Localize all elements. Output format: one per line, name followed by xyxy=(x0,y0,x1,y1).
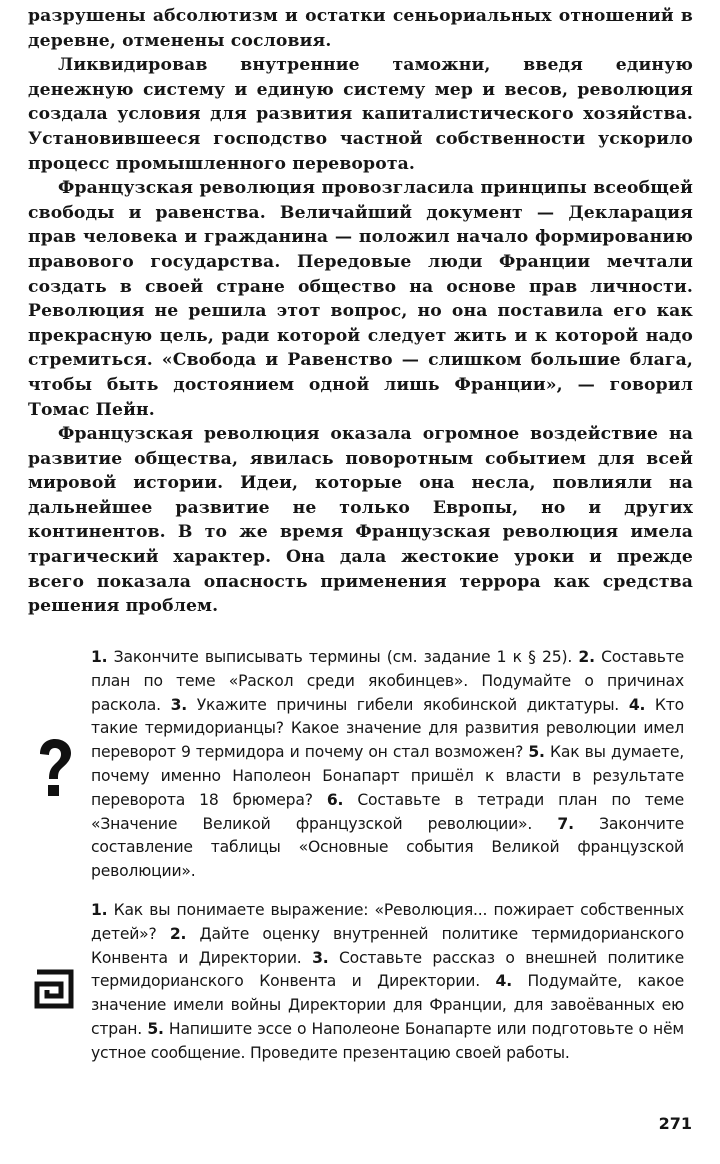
question-item: 2. Составьте план по теме «Раскол среди якобинцев». Подумайте о причинах раскола. xyxy=(91,648,684,714)
question-item: 4. Кто такие термидорианцы? Какое значение для развития революции имел переворот 9 термидора и почему он стал возможен? xyxy=(91,695,685,762)
question-mark-icon xyxy=(33,738,77,800)
questions-text xyxy=(91,646,684,884)
task-item: 3. Составьте рассказ о внешней политике термидорианского Конвента и Директории. xyxy=(91,948,684,991)
question-item: 6. Составьте в тетради план по теме «Значение Великой французской революции». xyxy=(91,790,684,833)
question-item: 5. Как вы думаете, почему именно Наполеон Бонапарт пришёл к власти в результате переворота 18 брюмера? xyxy=(91,743,684,809)
paragraph: Ликвидировав внутренние таможни, введя единую денежную систему и единую систему мер и весов, революция создала условия для развития капиталистического хозяйства. Установившееся господство частной собственности ускорило процесс промышленного переворота. xyxy=(28,55,693,174)
main-text xyxy=(28,4,693,619)
task-item: 5. Напишите эссе о Наполеоне Бонапарте или подготовьте о нём устное сообщение. Проведите презентацию своей работы. xyxy=(91,1019,684,1062)
paragraph: Французская революция оказала огромное воздействие на развитие общества, явилась поворотным событием для всей мировой истории. Идеи, которые она несла, повлияли на дальнейшее развитие не только Европы, но и других континентов. В то же время Французская революция имела трагический характер. Она дала жестокие уроки и прежде всего показала опасность применения террора как средства решения проблем. xyxy=(28,424,693,617)
question-item: 7. Закончите составление таблицы «Основные события Великой французской революции». xyxy=(91,814,684,881)
task-item: 1. Как вы понимаете выражение: «Революция... пожирает собственных детей»? xyxy=(91,901,684,943)
questions-block xyxy=(91,646,684,884)
extra-tasks-text xyxy=(91,899,684,1066)
task-item: 4. Подумайте, какое значение имели войны Директории для Франции, для завоёванных ею стран. xyxy=(91,972,684,1038)
question-item: 1. Закончите выписывать термины (см. задание 1 к § 25). xyxy=(91,648,573,666)
page-number: 271 xyxy=(658,1114,692,1133)
question-item: 3. Укажите причины гибели якобинской диктатуры. xyxy=(170,695,620,714)
task-item: 2. Дайте оценку внутренней политике термидорианского Конвента и Директории. xyxy=(91,924,684,967)
paragraph: Французская революция провозгласила принципы всеобщей свободы и равенства. Величайший документ — Декларация прав человека и гражданина — положил начало формированию правового государства. Передовые люди Франции мечтали создать в своей стране общество на основе прав личности. Революция не решила этот вопрос, но она поставила его как прекрасную цель, ради которой следует жить и к которой надо стремиться. «Свобода и Равенство — слишком большие блага, чтобы быть достоянием одной лишь Франции», — говорил Томас Пейн. xyxy=(28,178,693,420)
extra-tasks-block xyxy=(91,899,684,1066)
spiral-square-icon xyxy=(34,969,74,1009)
paragraph: разрушены абсолютизм и остатки сеньориальных отношений в деревне, отменены сословия. xyxy=(28,6,693,51)
